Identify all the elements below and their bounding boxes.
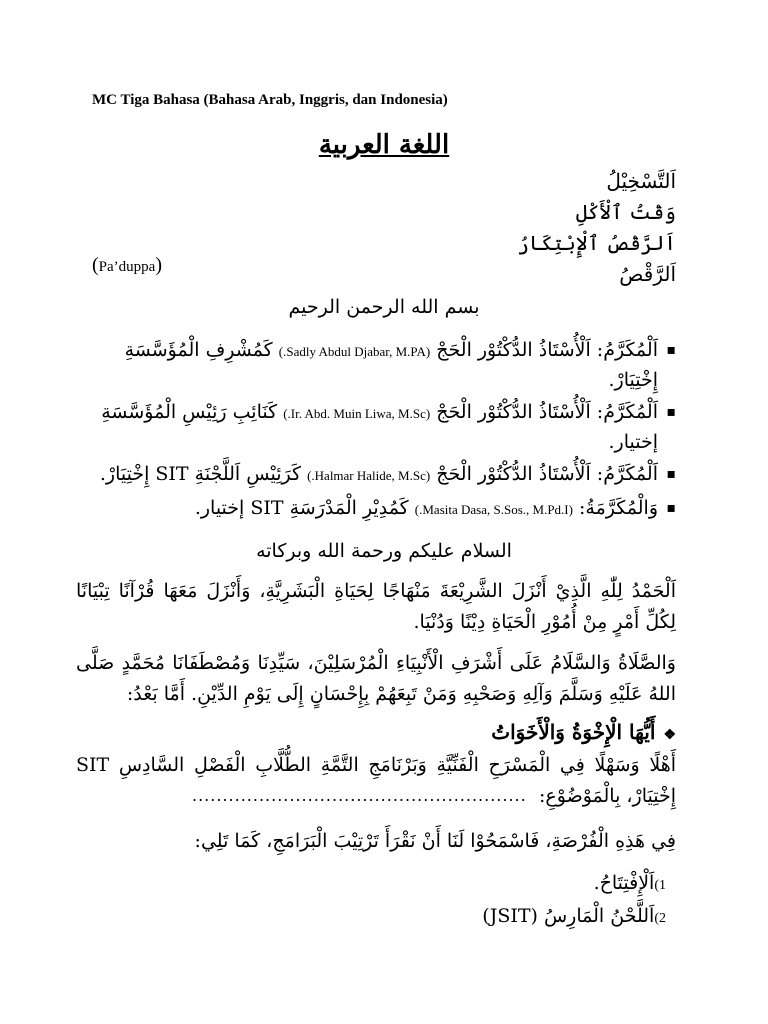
guest-title: اَلْمُكَرَّمُ: اَلْأُسْتَاذُ الدُّكْتُوْر الْحَجْ (436, 401, 658, 423)
guest-role: كَنَائِبِ رَئِيْسِ الْمُؤَسَّسَةِ إختيار. (101, 401, 658, 453)
arabic-title: اللغة العربية (318, 130, 450, 160)
guest-item (86, 336, 676, 394)
side-note-close: ) (155, 254, 162, 276)
guest-title: اَلْمُكَرَّمُ: اَلْأُسْتَاذُ الدُّكْتُوْر الْحَجْ (436, 463, 658, 485)
salawat-paragraph: وَالصَّلَاةُ وَالسَّلَامُ عَلَى أَشْرَفِ الْأَنْبِيَاءِ الْمُرْسَلِيْنَ، سَيِّدِنَا وَمُصْطَفَانَا مُحَمَّدٍ صَلَّى اللهُ عَلَيْهِ وَسَلَّمَ وَآلِهِ وَصَحْبِهِ وَمَنْ تَبِعَهُمْ بِإِحْسَانٍ إِلَى يَوْمِ الدِّيْنِ. أَمَّا بَعْدُ: (76, 652, 676, 705)
guest-item (86, 398, 676, 456)
side-note-text: Pa’duppa (98, 259, 156, 275)
guest-role: كَمُدِيْرِ الْمَدْرَسَةِ SIT إختيار. (194, 497, 409, 519)
guest-item (86, 460, 676, 490)
salam-greeting: السلام عليكم ورحمة الله وبركاته (256, 540, 512, 562)
program-item: اَلرَّقْصُ (619, 262, 676, 286)
side-note (92, 254, 162, 277)
section-heading-text: أَيُّهَا الْإِخْوَةُ وَالْأَخَوَاتُ (491, 720, 656, 744)
guest-role: كَرَئِيْسِ اَللَّجْنَةِ SIT إِخْتِيَارْ. (99, 463, 302, 485)
guest-list (86, 336, 676, 528)
guest-name: (Masita Dasa, S.Sos., M.Pd.I.) (414, 502, 573, 517)
side-note-open: ( (92, 254, 99, 276)
program-list (256, 166, 676, 290)
guest-title: اَلْمُكَرَّمُ: اَلْأُسْتَاذُ الدُّكْتُوْر الْحَجْ (436, 339, 658, 361)
guest-name: (Halmar Halide, M.Sc.) (307, 468, 431, 483)
program-item: اَلتَّسْخِيْلُ (606, 169, 676, 193)
agenda-text: اَلْإِفْتِتَاحُ. (593, 872, 655, 894)
agenda-number: 1) (654, 878, 666, 893)
guest-name: (Ir. Abd. Muin Liwa, M.Sc.) (283, 406, 431, 421)
agenda-item (276, 901, 676, 934)
guest-name: (Sadly Abdul Djabar, M.PA.) (278, 344, 431, 359)
document-heading: MC Tiga Bahasa (Bahasa Arab, Inggris, dan Indonesia) (92, 92, 448, 108)
section-heading (491, 720, 676, 744)
guest-item (86, 494, 676, 524)
agenda-item (276, 868, 676, 901)
guest-role: كَمُشْرِفِ الْمُؤَسَّسَةِ إِخْتِيَارْ. (124, 339, 658, 391)
agenda-list (276, 868, 676, 934)
agenda-intro: فِي هَذِهِ الْفُرْصَةِ، فَاسْمَحُوْا لَنَا أَنْ نَقْرَأَ تَرْتِيْبَ الْبَرَامَجِ، كَمَا تَلِي: (194, 830, 676, 852)
agenda-text: اَللَّحْنُ الْمَارِسُ (JSIT) (482, 905, 655, 927)
agenda-number: 2) (654, 911, 666, 926)
basmala: بسم الله الرحمن الرحيم (288, 296, 480, 318)
program-item: وَقْتُ ٱلْأَكْلِ (575, 200, 676, 224)
opening-paragraph: اَلْحَمْدُ لِلّٰهِ الَّذِيْ أَنْزَلَ الشَّرِيْعَةَ مَنْهَاجًا لِحَيَاةِ الْبَشَرِيَّةِ، وَأَنْزَلَ مَعَهَا قُرْآنًا تِبْيَانًا لِكُلِّ أَمْرٍ مِنْ أُمُوْرِ الْحَيَاةِ دِيْنًا وَدُنْيَا. (76, 580, 676, 633)
topic-placeholder: ....................................................... (192, 786, 527, 805)
diamond-bullet-icon: ❖ (663, 727, 676, 743)
guest-title: وَالْمُكَرَّمَةُ: (579, 497, 658, 519)
program-item: اَلرَّقْصُ ٱلْإِبْتِكَارُ (517, 231, 676, 255)
welcome-paragraph: أَهْلًا وَسَهْلًا فِي الْمَسْرَحِ الْفَنِّيَّةِ وَبَرْنَامَجِ التَّمَّةِ الطُّلَّابِ الْفَصْلِ السَّادِسِ SIT إِخْتِيَارْ، بِالْمَوْضُوْعِ: (76, 754, 676, 807)
